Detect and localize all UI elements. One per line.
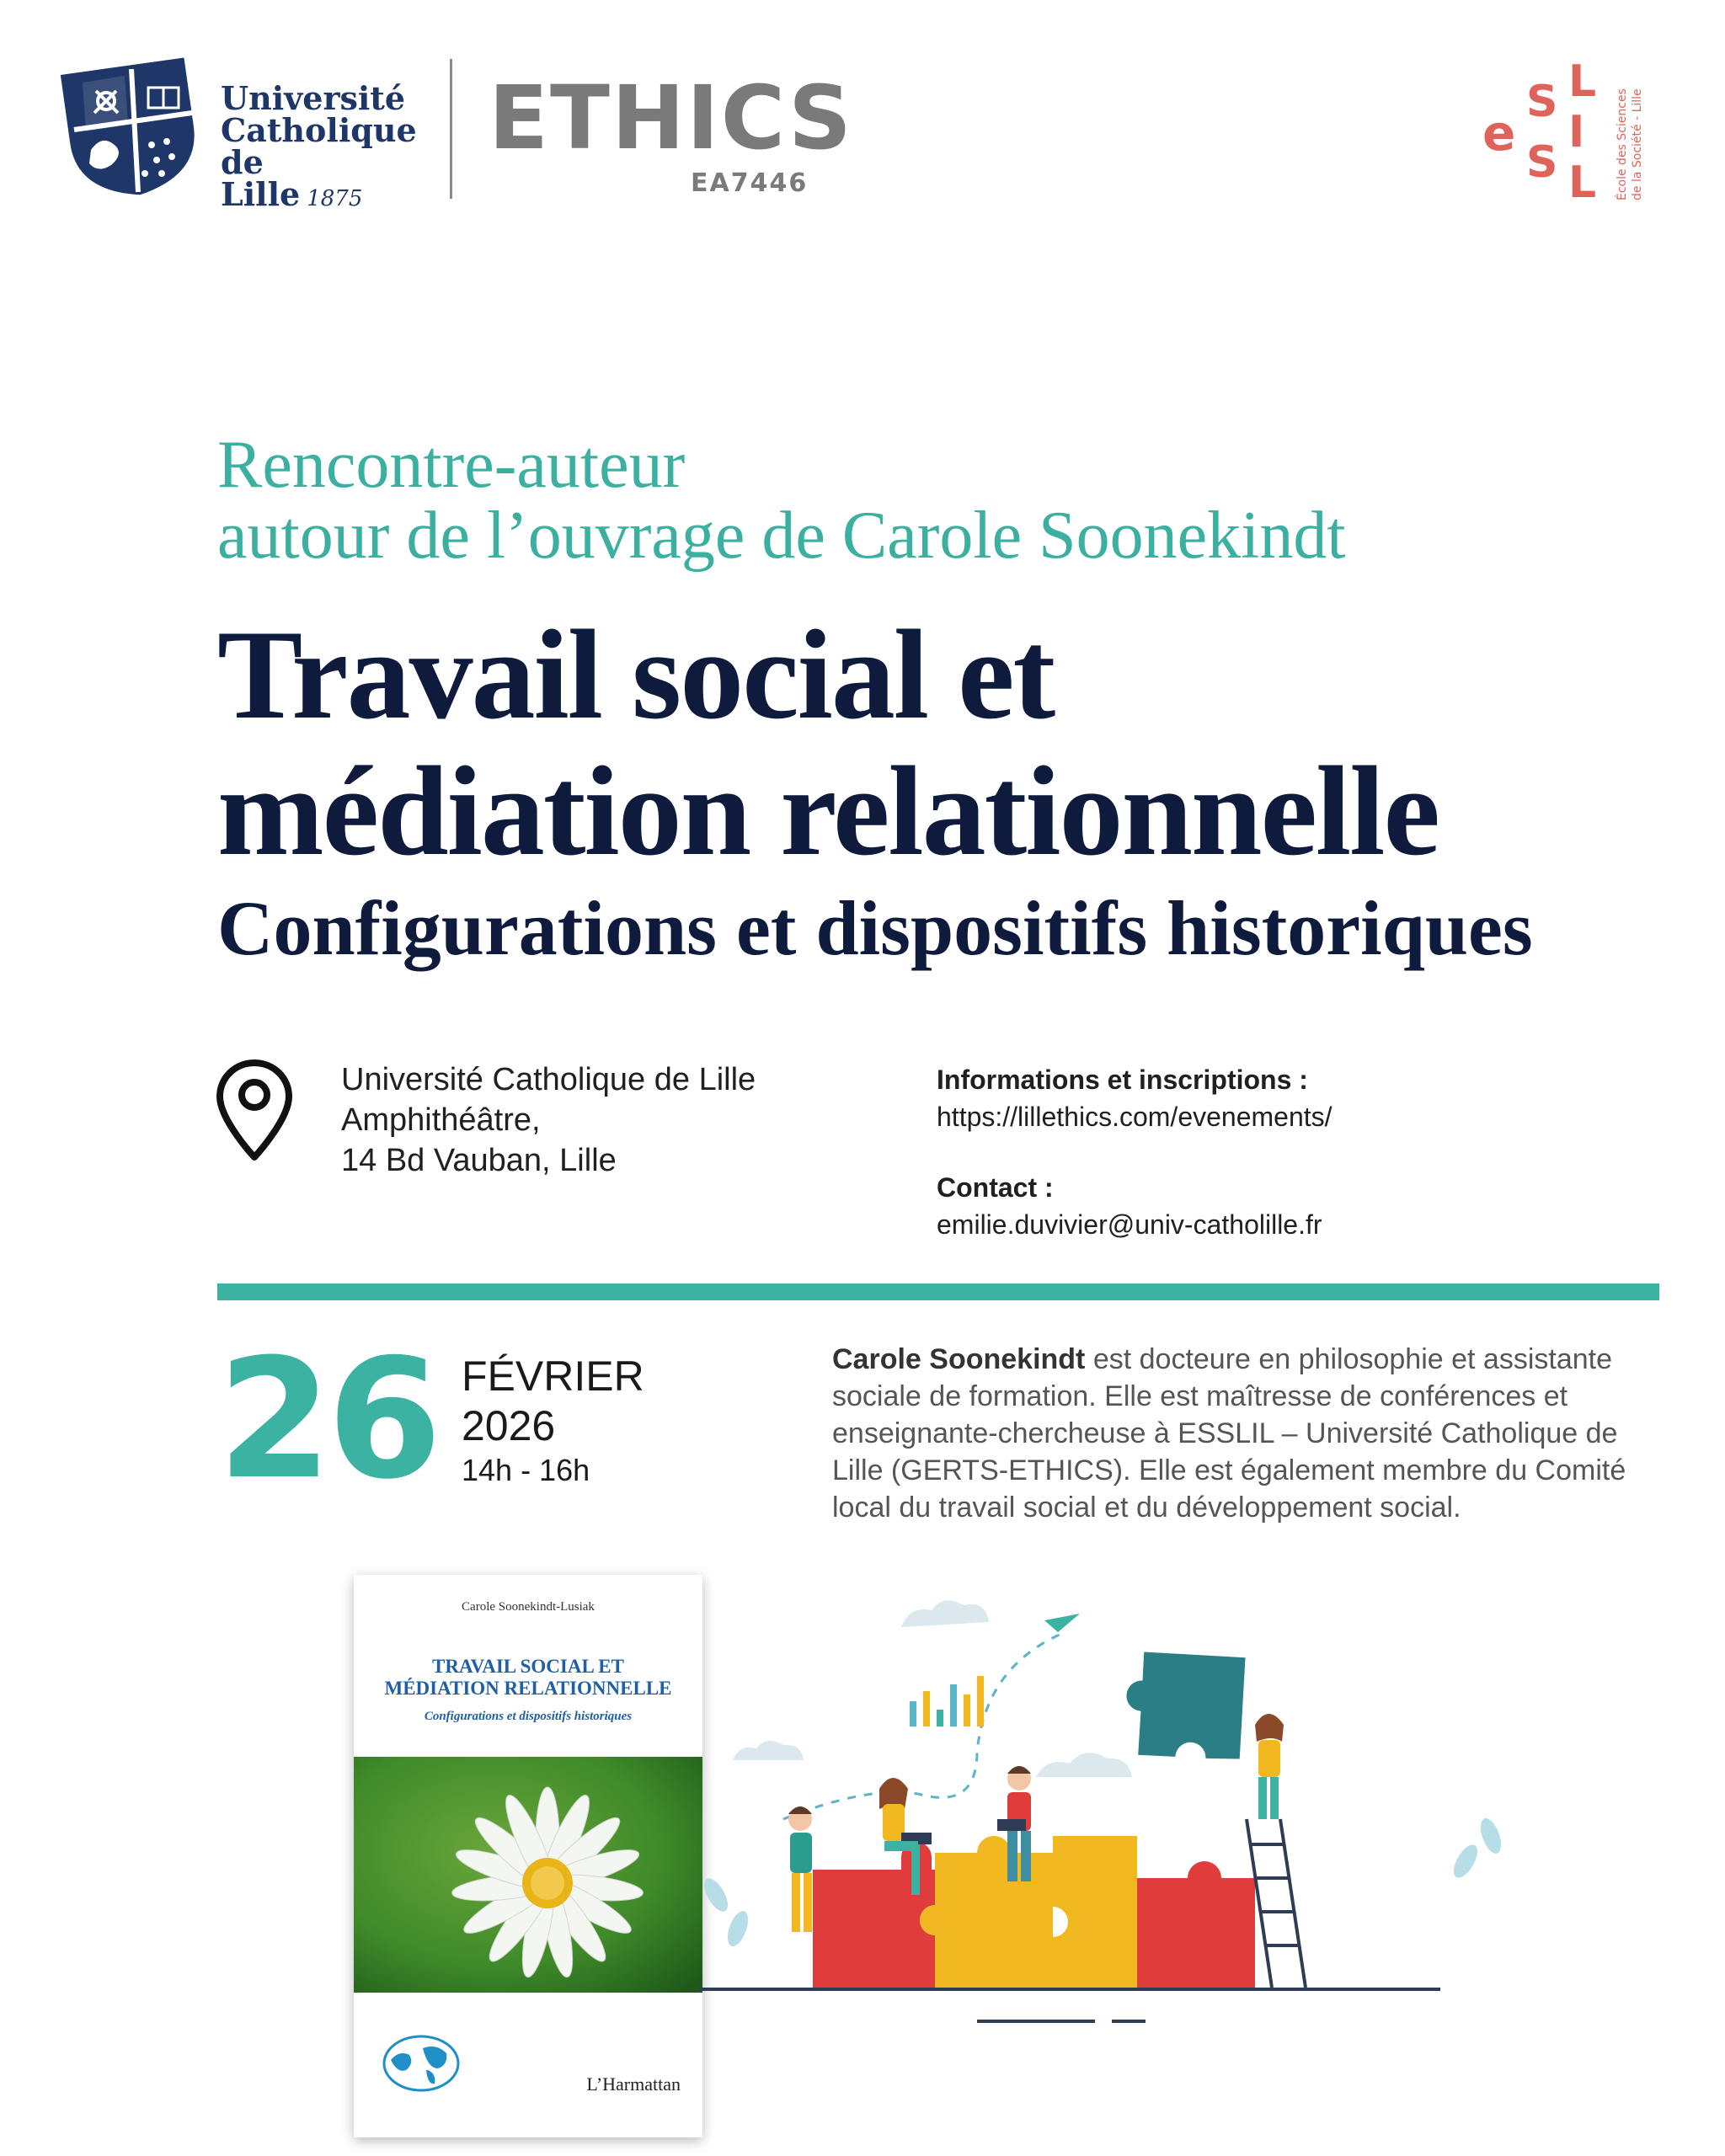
title-line2: médiation relationnelle <box>217 740 1439 882</box>
event-kicker <box>217 430 1565 571</box>
event-time: 14h - 16h <box>462 1453 590 1487</box>
university-year: 1875 <box>307 186 363 211</box>
registration-link[interactable]: https://lillethics.com/evenements/ <box>937 1102 1332 1132</box>
book-title <box>354 1656 702 1700</box>
esslil-full-line1: École des Sciences <box>1616 88 1629 200</box>
daisy-photo <box>354 1757 702 1993</box>
lab-name: ETHICS <box>489 67 853 169</box>
book-author: Carole Soonekindt-Lusiak <box>462 1600 595 1614</box>
kicker-line2: autour de l’ouvrage de Carole Soonekindt <box>217 499 1346 573</box>
event-month: FÉVRIER <box>462 1353 644 1400</box>
author-name: Carole Soonekindt <box>832 1343 1086 1375</box>
location-line2: Amphithéâtre, <box>341 1102 541 1138</box>
event-year: 2026 <box>462 1402 556 1449</box>
book-publisher: L’Harmattan <box>586 2073 681 2095</box>
book-cover <box>354 1575 702 2137</box>
event-day: 26 <box>217 1324 437 1516</box>
university-name-line1: Université <box>221 79 406 117</box>
globe-icon <box>379 2030 463 2105</box>
event-date-details <box>462 1351 644 1491</box>
university-name-line3 <box>221 143 414 215</box>
kicker-line1: Rencontre-auteur <box>217 428 686 502</box>
header-divider <box>450 59 452 199</box>
registration-label: Informations et inscriptions : <box>937 1065 1308 1095</box>
contact-label: Contact : <box>937 1172 1054 1203</box>
university-crest-logo <box>57 57 206 199</box>
contact-email-link[interactable]: emilie.duvivier@univ-catholille.fr <box>937 1209 1322 1240</box>
esslil-letter-l1: L <box>1568 56 1597 107</box>
esslil-letter-s2: S <box>1526 137 1558 188</box>
esslil-letter-s1: S <box>1526 77 1558 127</box>
event-subtitle: Configurations et dispositifs historiques <box>217 885 1533 971</box>
book-subtitle: Configurations et dispositifs historiques <box>424 1710 633 1723</box>
author-bio <box>832 1341 1662 1526</box>
university-name-lille: de Lille <box>221 143 301 213</box>
teamwork-puzzle-illustration <box>699 1583 1541 2072</box>
event-location <box>341 1059 863 1181</box>
esslil-letter-i: I <box>1568 107 1585 157</box>
location-line1: Université Catholique de Lille <box>341 1062 756 1097</box>
esslil-full-line2: de la Société - Lille <box>1631 88 1644 200</box>
location-pin-icon <box>215 1058 294 1162</box>
event-info <box>937 1061 1610 1243</box>
author-bio-text: est docteure en philosophie et assistante sociale de formation. Elle est maîtresse de conférences et enseignante-chercheuse à ESSLIL – Université Catholique de Lille (GERTS-ETHICS). Elle est également membre du Comité local du travail social et du développement social. <box>832 1343 1626 1524</box>
title-line1: Travail social et <box>217 604 1055 745</box>
location-line3: 14 Bd Vauban, Lille <box>341 1143 617 1178</box>
event-title <box>217 604 1700 882</box>
university-name-line2: Catholique <box>221 111 417 149</box>
section-divider <box>217 1283 1659 1300</box>
university-name <box>221 79 417 215</box>
esslil-logo <box>1474 52 1668 204</box>
book-title-line1: TRAVAIL SOCIAL ET <box>432 1656 624 1677</box>
book-title-line2: MÉDIATION RELATIONNELLE <box>384 1678 672 1699</box>
esslil-letter-e: e <box>1482 104 1516 162</box>
lab-code: EA7446 <box>691 168 809 198</box>
esslil-letter-l2: L <box>1568 157 1597 204</box>
